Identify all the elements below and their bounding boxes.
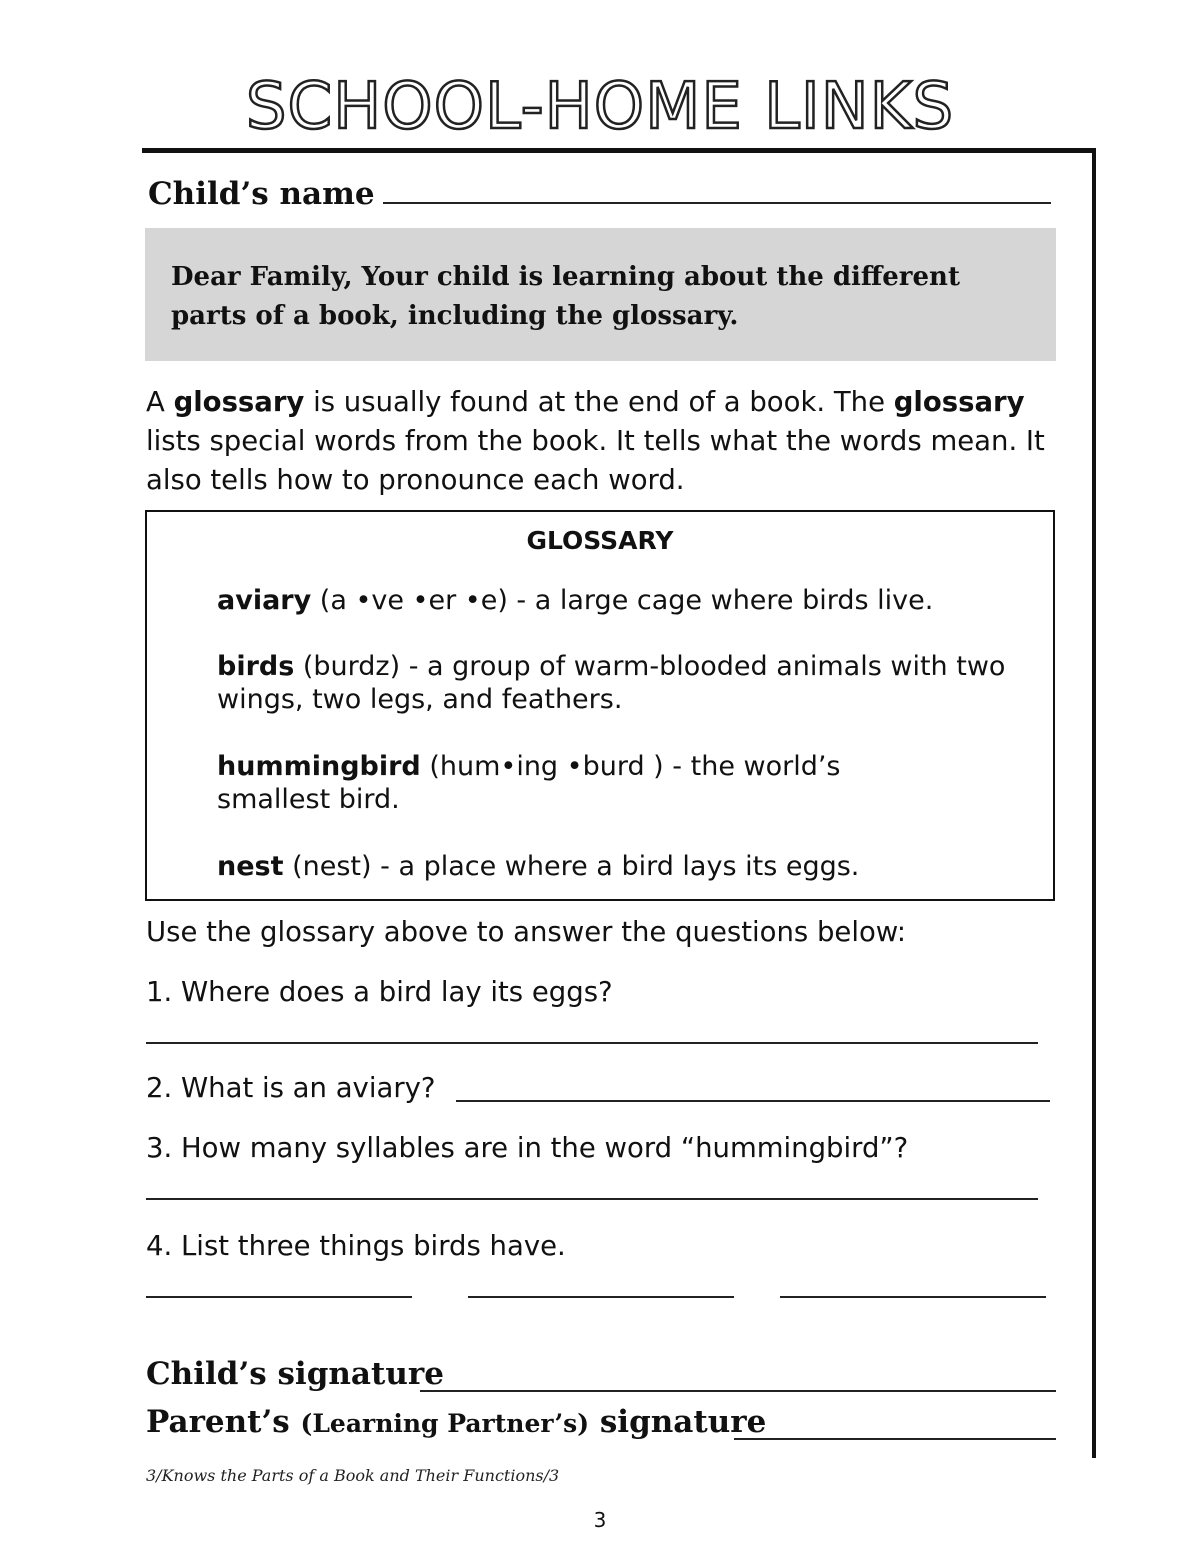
footer-text: 3/Knows the Parts of a Book and Their Functions/3	[146, 1466, 560, 1485]
intro-paragraph	[146, 383, 1046, 500]
signature-label-text: signature	[589, 1404, 767, 1440]
parent-signature-line[interactable]	[734, 1438, 1056, 1440]
intro-text-3: lists special words from the book. It tells what the words mean. It also tells how to pronounce each word.	[146, 425, 1045, 496]
glossary-definition: (burdz) - a group of warm-blooded animals with two wings, two legs, and feathers.	[217, 651, 1006, 715]
question-2: 2. What is an aviary?	[146, 1072, 436, 1104]
glossary-term: aviary	[217, 585, 312, 616]
glossary-entry	[217, 584, 1037, 617]
glossary-term: nest	[217, 851, 284, 882]
intro-keyword-2: glossary	[893, 386, 1025, 418]
question-4: 4. List three things birds have.	[146, 1230, 566, 1262]
parent-label-text: Parent’s	[146, 1404, 301, 1440]
child-signature-label: Child’s signature	[146, 1356, 444, 1392]
page-number: 3	[593, 1508, 607, 1532]
glossary-definition: (a •ve •er •e) - a large cage where birds live.	[311, 585, 934, 616]
page-title: SCHOOL-HOME LINKS	[245, 70, 955, 144]
answer-line-1[interactable]	[146, 1042, 1038, 1044]
glossary-entry	[217, 750, 917, 816]
answer-line-4c[interactable]	[780, 1296, 1046, 1298]
intro-text-1: A	[146, 386, 174, 418]
glossary-term: birds	[217, 651, 295, 682]
child-name-label: Child’s name	[148, 176, 375, 212]
glossary-entry	[217, 850, 1037, 883]
right-border-rule	[1092, 148, 1096, 1458]
child-name-row	[148, 172, 1051, 212]
child-signature-line[interactable]	[420, 1390, 1056, 1392]
answer-line-4b[interactable]	[468, 1296, 734, 1298]
instructions: Use the glossary above to answer the questions below:	[146, 916, 907, 948]
answer-line-2[interactable]	[456, 1100, 1050, 1102]
glossary-box	[145, 510, 1055, 901]
family-note-box	[145, 228, 1056, 361]
intro-text-2: is usually found at the end of a book. The	[304, 386, 894, 418]
glossary-definition: (nest) - a place where a bird lays its eggs.	[283, 851, 860, 882]
question-3: 3. How many syllables are in the word “hummingbird”?	[146, 1132, 909, 1164]
answer-line-4a[interactable]	[146, 1296, 412, 1298]
answer-line-3[interactable]	[146, 1198, 1038, 1200]
glossary-term: hummingbird	[217, 751, 421, 782]
parent-signature-label	[146, 1404, 766, 1440]
question-1: 1. Where does a bird lay its eggs?	[146, 976, 613, 1008]
learning-partner-label: (Learning Partner’s)	[300, 1409, 590, 1438]
header-rule	[142, 148, 1096, 153]
child-name-field[interactable]	[383, 172, 1051, 204]
family-note-text: Dear Family, Your child is learning about the different parts of a book, including the glossary.	[171, 262, 960, 331]
glossary-definition: (hum•ing •burd ) - the world’s smallest bird.	[217, 751, 841, 815]
glossary-heading: GLOSSARY	[526, 526, 674, 555]
intro-keyword-1: glossary	[173, 386, 305, 418]
glossary-entry	[217, 650, 1037, 716]
